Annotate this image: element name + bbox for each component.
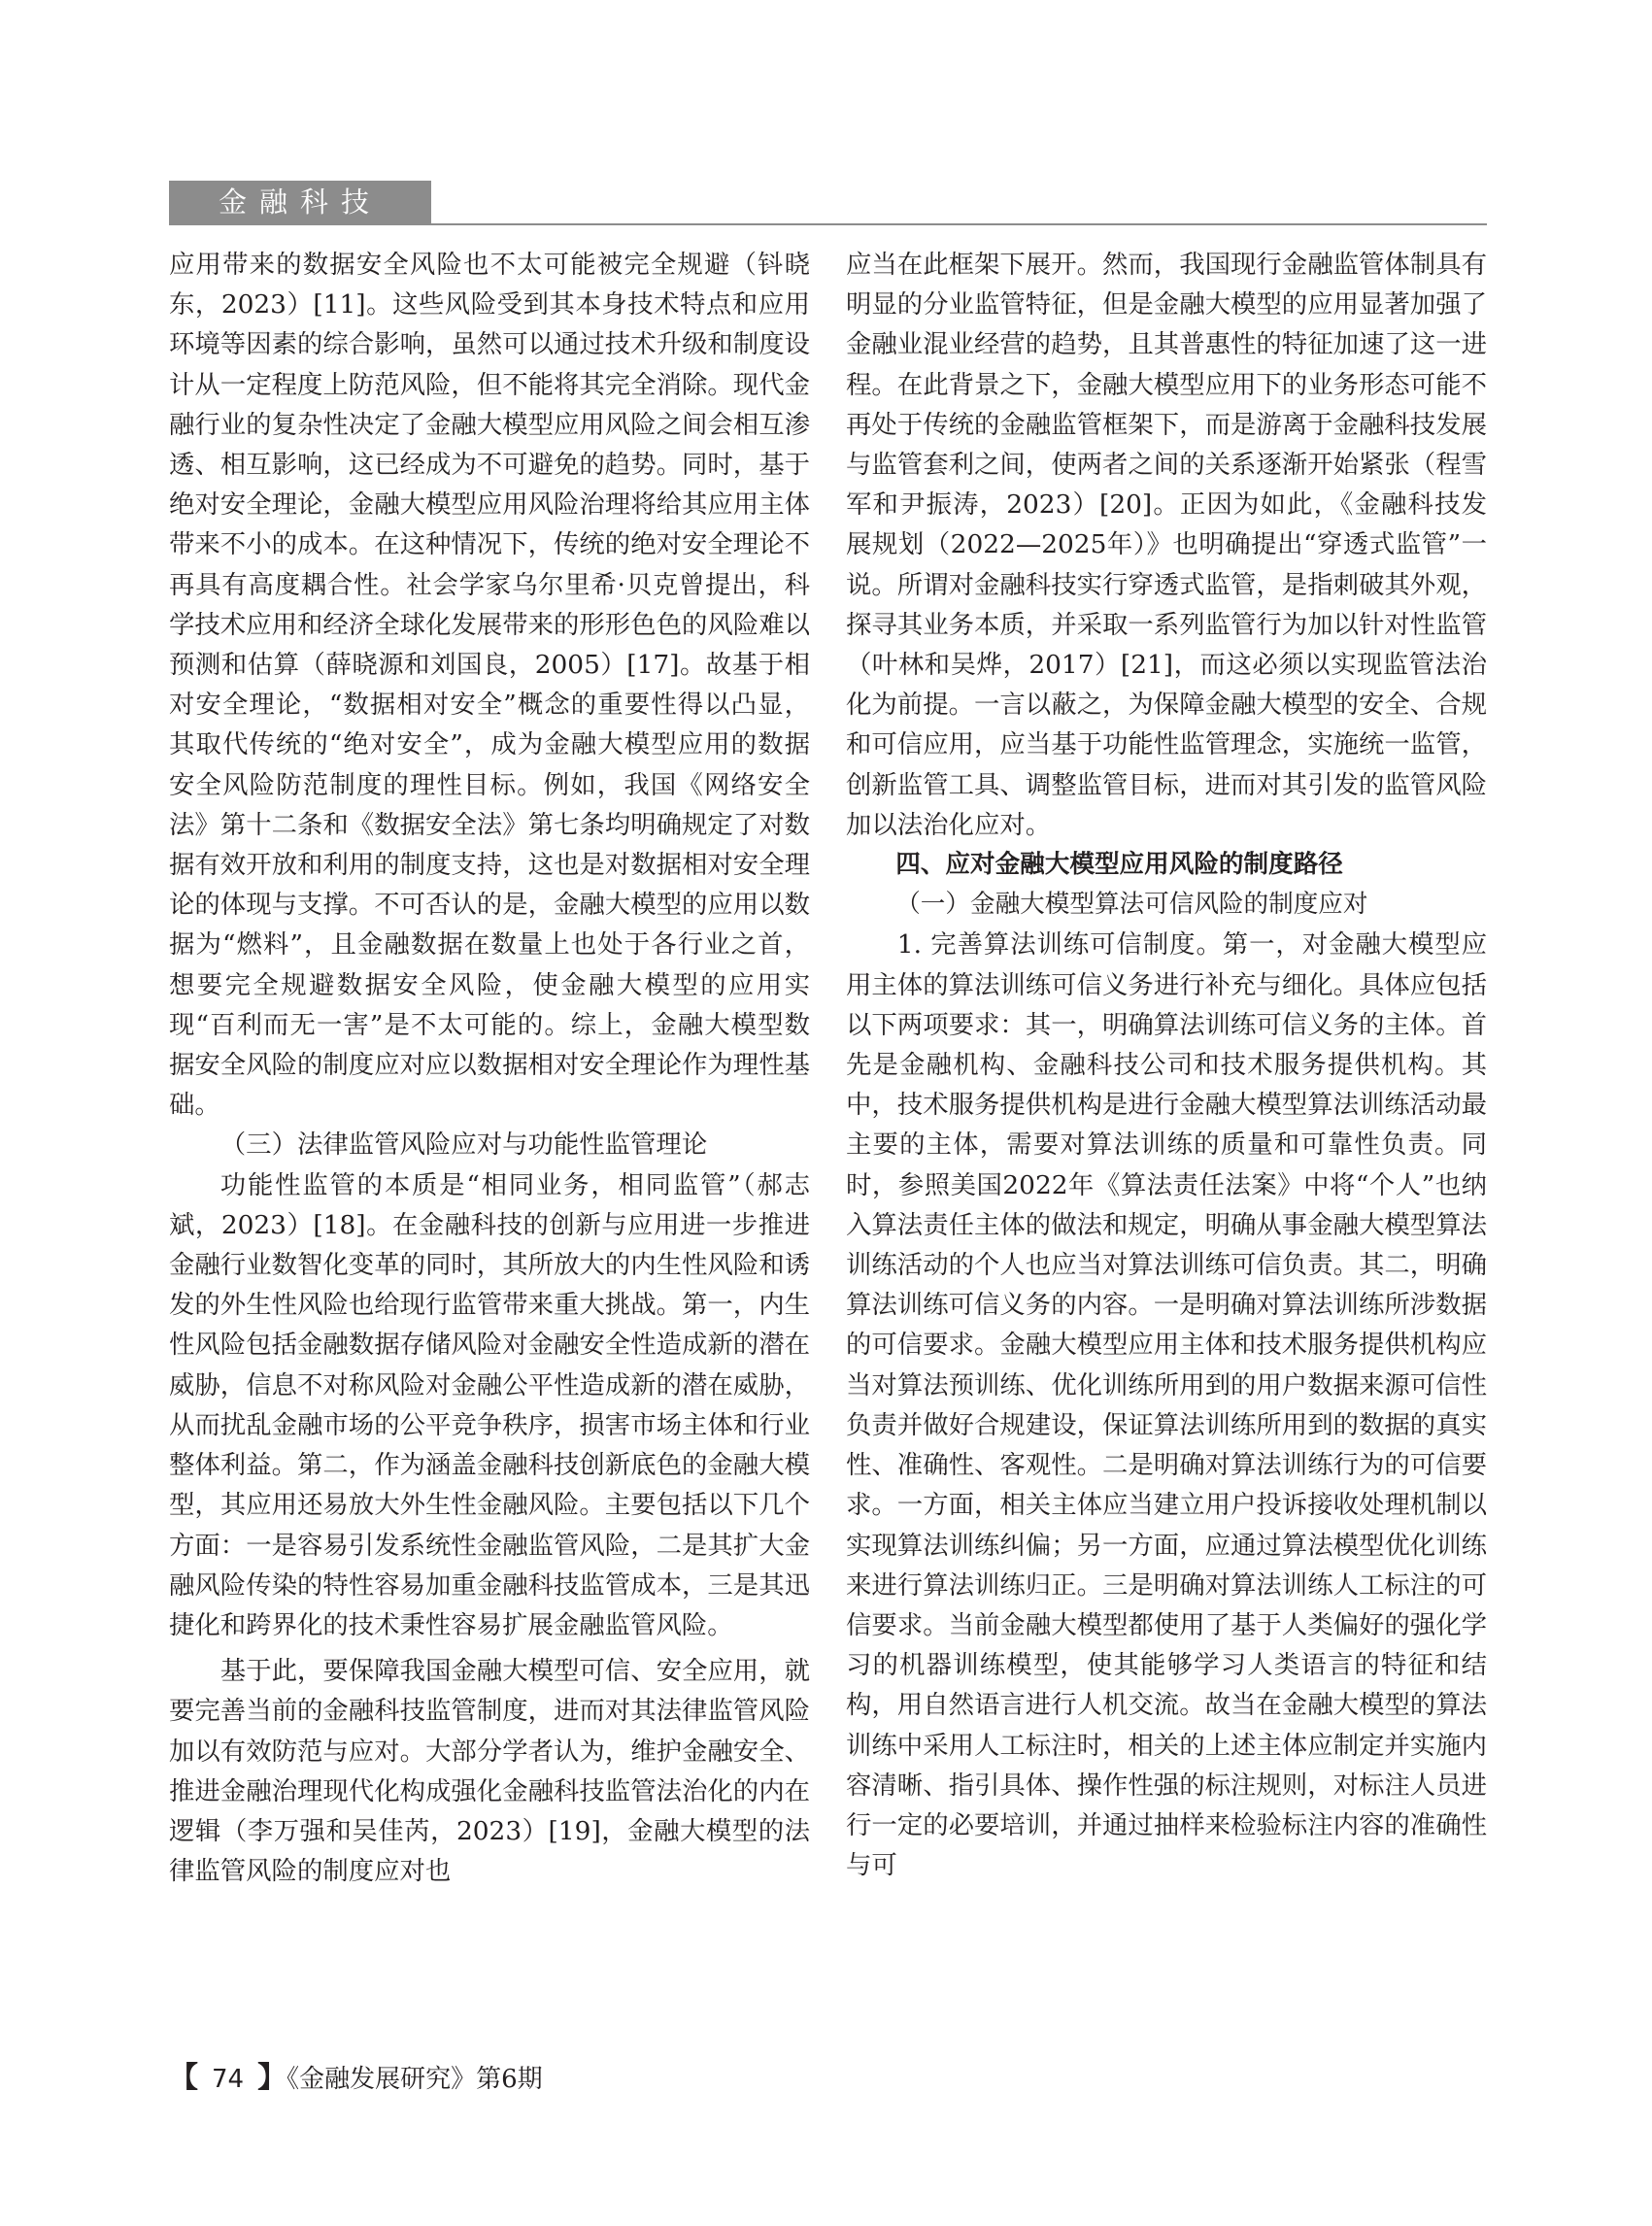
left-column bbox=[169, 245, 810, 1964]
right-column bbox=[846, 245, 1487, 1964]
body-paragraph: 应用带来的数据安全风险也不太可能被完全规避（钭晓东，2023）[11]。这些风险受到其本身技术特点和应用环境等因素的综合影响，虽然可以通过技术升级和制度设计从一定程度上防范风险，但不能将其完全消除。现代金融行业的复杂性决定了金融大模型应用风险之间会相互渗透、相互影响，这已经成为不可避免的趋势。同时，基于绝对安全理论，金融大模型应用风险治理将给其应用主体带来不小的成本。在这种情况下，传统的绝对安全理论不再具有高度耦合性。社会学家乌尔里希·贝克曾提出，科学技术应用和经济全球化发展带来的形形色色的风险难以预测和估算（薛晓源和刘国良，2005）[17]。故基于相对安全理论，“数据相对安全”概念的重要性得以凸显，其取代传统的“绝对安全”，成为金融大模型应用的数据安全风险防范制度的理性目标。例如，我国《网络安全法》第十二条和《数据安全法》第七条均明确规定了对数据有效开放和利用的制度支持，这也是对数据相对安全理论的体现与支撑。不可否认的是，金融大模型的应用以数据为“燃料”，且金融数据在数量上也处于各行业之首，想要完全规避数据安全风险，使金融大模型的应用实现“百利而无一害”是不太可能的。综上，金融大模型数据安全风险的制度应对应以数据相对安全理论作为理性基础。 bbox=[169, 250, 810, 1121]
body-paragraph: 功能性监管的本质是“相同业务，相同监管”（郝志斌，2023）[18]。在金融科技的创新与应用进一步推进金融行业数智化变革的同时，其所放大的内生性风险和诱发的外生性风险也给现行监管带来重大挑战。第一，内生性风险包括金融数据存储风险对金融安全性造成新的潜在威胁，信息不对称风险对金融公平性造成新的潜在威胁，从而扰乱金融市场的公平竞争秩序，损害市场主体和行业整体利益。第二，作为涵盖金融科技创新底色的金融大模型，其应用还易放大外生性金融风险。主要包括以下几个方面：一是容易引发系统性金融监管风险，二是其扩大金融风险传染的特性容易加重金融科技监管成本，三是其迅捷化和跨界化的技术秉性容易扩展金融监管风险。 bbox=[169, 1169, 810, 1640]
body-paragraph: 应当在此框架下展开。然而，我国现行金融监管体制具有明显的分业监管特征，但是金融大模型的应用显著加强了金融业混业经营的趋势，且其普惠性的特征加速了这一进程。在此背景之下，金融大模型应用下的业务形态可能不再处于传统的金融监管框架下，而是游离于金融科技发展与监管套利之间，使两者之间的关系逐渐开始紧张（程雪军和尹振涛，2023）[20]。正因为如此，《金融科技发展规划（2022—2025年）》也明确提出“穿透式监管”一说。所谓对金融科技实行穿透式监管，是指刺破其外观，探寻其业务本质，并采取一系列监管行为加以针对性监管（叶林和吴烨，2017）[21]，而这必须以实现监管法治化为前提。一言以蔽之，为保障金融大模型的安全、合规和可信应用，应当基于功能性监管理念，实施统一监管，创新监管工具、调整监管目标，进而对其引发的监管风险加以法治化应对。 bbox=[846, 250, 1487, 840]
section-header-band bbox=[169, 181, 431, 224]
page-footer bbox=[169, 2059, 543, 2098]
footer-bracket-close: 】 bbox=[257, 2061, 287, 2095]
page-number: 74 bbox=[212, 2065, 245, 2094]
footer-bracket-open: 【 bbox=[169, 2061, 198, 2095]
journal-name: 《金融发展研究》第6期 bbox=[287, 2065, 543, 2094]
body-paragraph: 1. 完善算法训练可信制度。第一，对金融大模型应用主体的算法训练可信义务进行补充与细化。具体应包括以下两项要求：其一，明确算法训练可信义务的主体。首先是金融机构、金融科技公司和技术服务提供机构。其中，技术服务提供机构是进行金融大模型算法训练活动最主要的主体，需要对算法训练的质量和可靠性负责。同时，参照美国2022年《算法责任法案》中将“个人”也纳入算法责任主体的做法和规定，明确从事金融大模型算法训练活动的个人也应当对算法训练可信负责。其二，明确算法训练可信义务的内容。一是明确对算法训练所涉数据的可信要求。金融大模型应用主体和技术服务提供机构应当对算法预训练、优化训练所用到的用户数据来源可信性负责并做好合规建设，保证算法训练所用到的数据的真实性、准确性、客观性。二是明确对算法训练行为的可信要求。一方面，相关主体应当建立用户投诉接收处理机制以实现算法训练纠偏；另一方面，应通过算法模型优化训练来进行算法训练归正。三是明确对算法训练人工标注的可信要求。当前金融大模型都使用了基于人类偏好的强化学习的机器训练模型，使其能够学习人类语言的特征和结构，用自然语言进行人机交流。故当在金融大模型的算法训练中采用人工标注时，相关的上述主体应制定并实施内容清晰、指引具体、操作性强的标注规则，对标注人员进行一定的必要培训，并通过抽样来检验标注内容的准确性与可 bbox=[846, 929, 1487, 1881]
subsection-heading: （三）法律监管风险应对与功能性监管理论 bbox=[219, 1130, 708, 1161]
section-header-title: 金融科技 bbox=[218, 186, 382, 219]
header-rule bbox=[169, 223, 1487, 225]
body-paragraph: 基于此，要保障我国金融大模型可信、安全应用，就要完善当前的金融科技监管制度，进而对其法律监管风险加以有效防范与应对。大部分学者认为，维护金融安全、推进金融治理现代化构成强化金融科技监管法治化的内在逻辑（李万强和吴佳芮，2023）[19]，金融大模型的法律监管风险的制度应对也 bbox=[169, 1656, 810, 1887]
section-heading: 四、应对金融大模型应用风险的制度路径 bbox=[895, 850, 1343, 880]
subsection-heading: （一）金融大模型算法可信风险的制度应对 bbox=[895, 890, 1368, 920]
